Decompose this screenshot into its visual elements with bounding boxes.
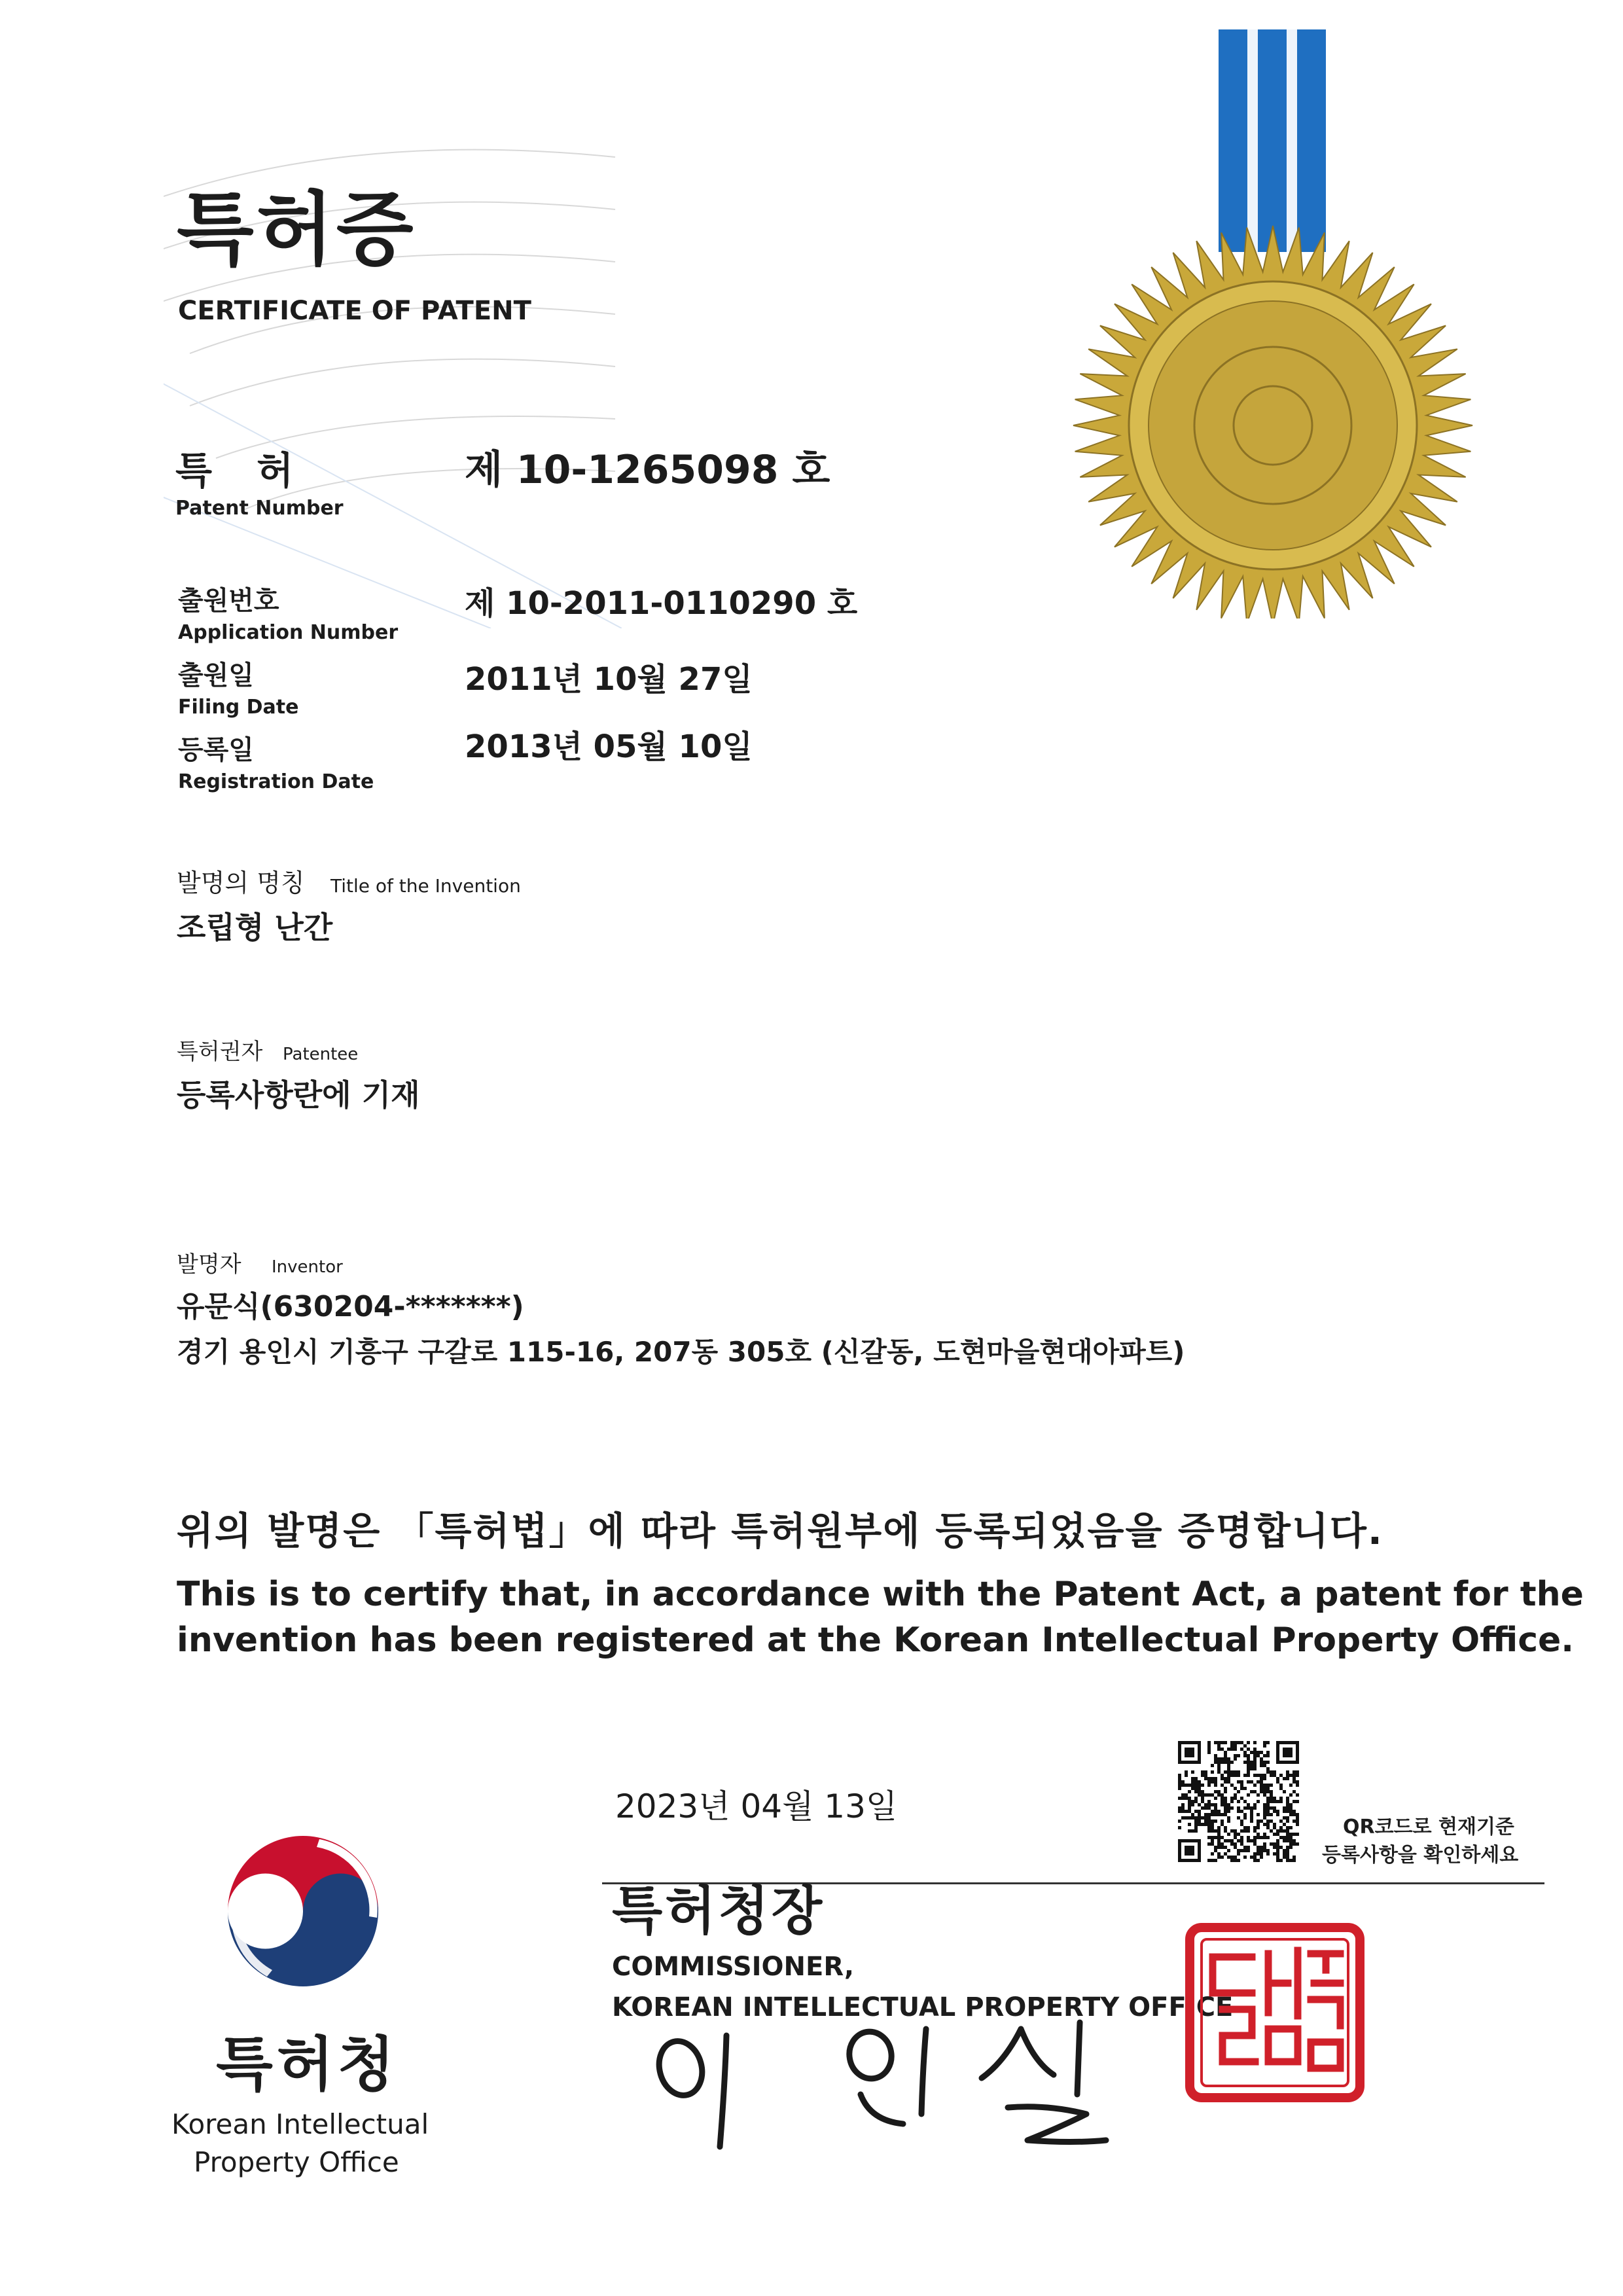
commissioner-signature	[628, 2016, 1126, 2160]
filing-date-label-en: Filing Date	[178, 696, 299, 719]
gold-seal	[1067, 29, 1486, 619]
filing-date-label-ko: 출원일	[178, 660, 254, 691]
application-number-label-en: Application Number	[178, 621, 399, 644]
gold-seal-icon	[1067, 29, 1486, 619]
qr-note-line2: 등록사항을 확인하세요	[1322, 1844, 1519, 1867]
office-name-ko: 특허청	[216, 2030, 399, 2099]
official-stamp-icon	[1183, 1921, 1366, 2104]
patent-number-value: 제 10-1265098 호	[465, 447, 830, 493]
issue-date: 2023년 04월 13일	[615, 1787, 898, 1825]
commissioner-title-ko: 특허청장	[612, 1880, 825, 1941]
filing-date-value: 2011년 10월 27일	[465, 661, 753, 698]
invention-title-label-ko: 발명의 명칭	[177, 869, 305, 897]
commissioner-title-en-line1: COMMISSIONER,	[612, 1952, 855, 1982]
inventor-label-en: Inventor	[272, 1257, 343, 1277]
patentee-label-ko: 특허권자	[177, 1039, 263, 1065]
qr-code-icon	[1178, 1741, 1299, 1862]
patentee-value: 등록사항란에 기재	[177, 1077, 420, 1113]
inventor-label-ko: 발명자	[177, 1251, 241, 1278]
taegeuk-emblem-icon	[208, 1813, 398, 2003]
invention-title-label-en: Title of the Invention	[330, 875, 521, 897]
qr-note-line1: QR코드로 현재기준	[1343, 1816, 1514, 1839]
registration-date-label-en: Registration Date	[178, 770, 374, 793]
commissioner-title-en-line2: KOREAN INTELLECTUAL PROPERTY OFFICE	[612, 1992, 1234, 2022]
patent-number-label-en: Patent Number	[175, 497, 344, 520]
application-number-label-ko: 출원번호	[178, 586, 279, 616]
patent-number-label-ko: 특 허	[175, 448, 310, 493]
patentee-label-en: Patentee	[283, 1045, 359, 1064]
certification-statement-en-line1: This is to certify that, in accordance with the Patent Act, a patent for the	[177, 1575, 1584, 1614]
qr-code[interactable]	[1178, 1741, 1299, 1862]
certification-statement-en-line2: invention has been registered at the Korean Intellectual Property Office.	[177, 1621, 1575, 1660]
inventor-address: 경기 용인시 기흥구 구갈로 115-16, 207동 305호 (신갈동, 도현마을현대아파트)	[177, 1336, 1185, 1368]
certification-statement-ko: 위의 발명은 「특허법」에 따라 특허원부에 등록되었음을 증명합니다.	[177, 1509, 1383, 1553]
office-name-en-line1: Korean Intellectual	[171, 2108, 429, 2140]
application-number-value: 제 10-2011-0110290 호	[465, 585, 858, 622]
certificate-title-ko: 특허증	[177, 183, 416, 276]
certificate-title-en: CERTIFICATE OF PATENT	[178, 296, 531, 326]
registration-date-label-ko: 등록일	[178, 735, 254, 765]
invention-title-value: 조립형 난간	[177, 910, 333, 945]
kipo-emblem	[208, 1813, 398, 2003]
inventor-name: 유문식(630204-*******)	[177, 1290, 524, 1323]
official-stamp	[1183, 1921, 1366, 2104]
registration-date-value: 2013년 05월 10일	[465, 728, 753, 765]
office-name-en-line2: Property Office	[194, 2146, 399, 2178]
